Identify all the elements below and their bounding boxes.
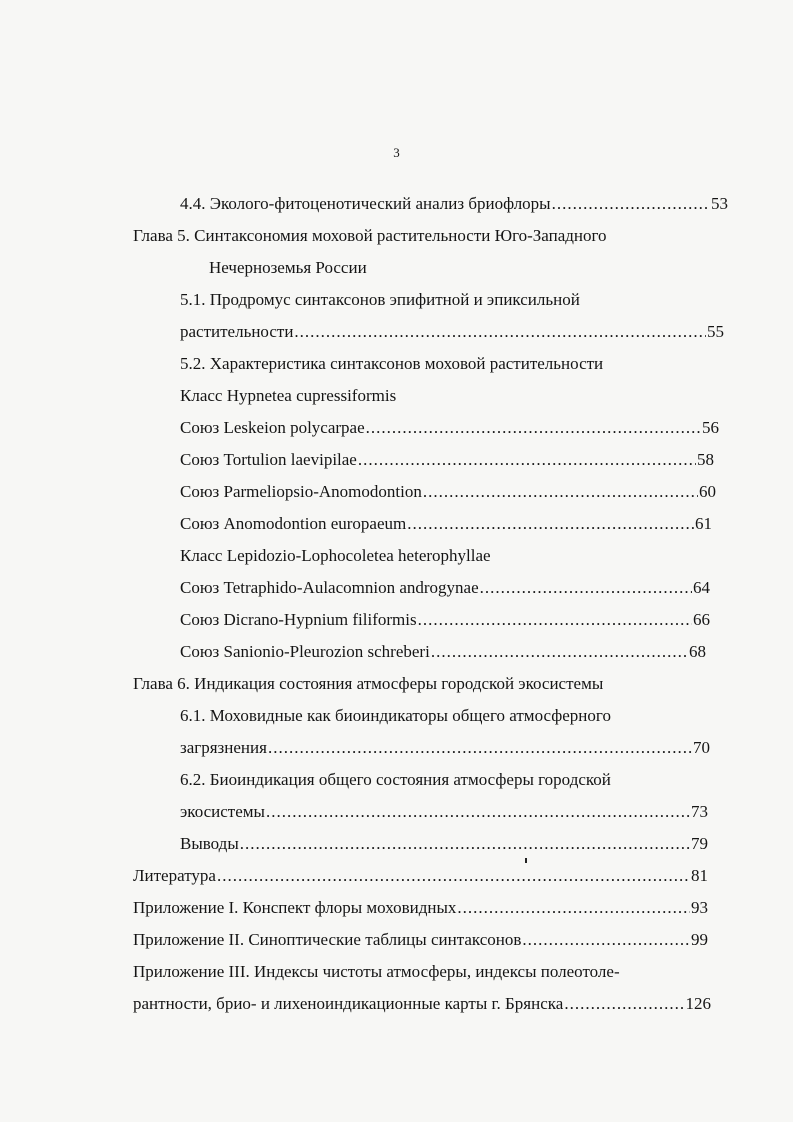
toc-entry-text: Союз Parmeliopsio-Anomodontion bbox=[180, 482, 422, 501]
toc-entry-page: 73 bbox=[691, 802, 708, 821]
toc-entry-text: Приложение II. Синоптические таблицы синтаксонов bbox=[133, 930, 522, 949]
toc-entry-page: 56 bbox=[702, 418, 719, 437]
toc-class: Класс Hypnetea cupressiformis bbox=[180, 386, 397, 405]
toc-dot-leader bbox=[266, 798, 690, 826]
toc-dot-leader bbox=[240, 830, 690, 858]
toc-entry-text: Союз Tetraphido-Aulacomnion androgynae bbox=[180, 578, 479, 597]
toc-entry-text: Союз Leskeion polycarpae bbox=[180, 418, 365, 437]
toc-entry-text: Приложение I. Конспект флоры моховидных bbox=[133, 898, 457, 917]
toc-entry-page: 58 bbox=[697, 450, 714, 469]
toc-dot-leader bbox=[564, 990, 684, 1018]
toc-entry-text: экосистемы bbox=[180, 802, 265, 821]
toc-entry bbox=[180, 830, 708, 858]
toc-dot-leader bbox=[457, 894, 690, 922]
toc-dot-leader bbox=[294, 318, 706, 346]
toc-entry-text: Литература bbox=[133, 866, 216, 885]
toc-entry-page: 66 bbox=[693, 610, 710, 629]
toc-entry bbox=[180, 606, 710, 634]
toc-dot-leader bbox=[358, 446, 696, 474]
page-number: 3 bbox=[393, 145, 400, 160]
toc-dot-leader bbox=[268, 734, 692, 762]
toc-entry-text: 4.4. Эколого-фитоценотический анализ бриофлоры bbox=[180, 194, 551, 213]
toc-dot-leader bbox=[480, 574, 692, 602]
toc-entry-text: Союз Tortulion laevipilae bbox=[180, 450, 357, 469]
toc-dot-leader bbox=[418, 606, 692, 634]
toc-entry bbox=[180, 574, 710, 602]
toc-entry bbox=[180, 478, 716, 506]
toc-entry bbox=[133, 926, 708, 954]
toc-section: 6.1. Моховидные как биоиндикаторы общего атмосферного bbox=[180, 706, 611, 725]
toc-entry-text: растительности bbox=[180, 322, 294, 341]
toc-entry bbox=[133, 990, 711, 1018]
toc-dot-leader bbox=[366, 414, 701, 442]
toc-chapter-continued: Нечерноземья России bbox=[209, 258, 367, 277]
toc-entry bbox=[180, 446, 714, 474]
toc-class: Класс Lepidozio-Lophocoletea heterophyllae bbox=[180, 546, 491, 565]
toc-section: 5.1. Продромус синтаксонов эпифитной и эпиксильной bbox=[180, 290, 580, 309]
toc-entry-text: рантности, брио- и лихеноиндикационные карты г. Брянска bbox=[133, 994, 564, 1013]
toc-entry-page: 55 bbox=[707, 322, 724, 341]
toc-entry bbox=[180, 734, 710, 762]
toc-dot-leader bbox=[217, 862, 690, 890]
toc-appendix: Приложение III. Индексы чистоты атмосферы, индексы полеотоле- bbox=[133, 962, 620, 981]
toc-entry bbox=[180, 190, 728, 218]
toc-entry-page: 81 bbox=[691, 866, 708, 885]
toc-dot-leader bbox=[552, 190, 710, 218]
toc-entry-page: 126 bbox=[685, 994, 711, 1013]
toc-entry-page: 61 bbox=[695, 514, 712, 533]
toc-entry-text: Союз Dicrano-Hypnium filiformis bbox=[180, 610, 417, 629]
toc-dot-leader bbox=[522, 926, 690, 954]
scan-speck bbox=[525, 858, 527, 863]
toc-entry-page: 64 bbox=[693, 578, 710, 597]
toc-entry bbox=[133, 894, 708, 922]
toc-section: 5.2. Характеристика синтаксонов моховой растительности bbox=[180, 354, 604, 373]
toc-dot-leader bbox=[431, 638, 688, 666]
toc-entry-page: 99 bbox=[691, 930, 708, 949]
toc-entry-page: 70 bbox=[693, 738, 710, 757]
toc-entry-text: Союз Sanionio-Pleurozion schreberi bbox=[180, 642, 430, 661]
toc-entry bbox=[180, 318, 724, 346]
toc-entry-page: 53 bbox=[711, 194, 728, 213]
toc-dot-leader bbox=[407, 510, 694, 538]
toc-entry bbox=[180, 638, 706, 666]
toc-entry bbox=[180, 510, 712, 538]
toc-entry bbox=[133, 862, 708, 890]
toc-entry-text: Выводы bbox=[180, 834, 239, 853]
toc-entry bbox=[180, 798, 708, 826]
toc-entry-text: загрязнения bbox=[180, 738, 267, 757]
toc-entry-page: 60 bbox=[699, 482, 716, 501]
toc-entry-page: 93 bbox=[691, 898, 708, 917]
toc-entry-text: Союз Anomodontion europaeum bbox=[180, 514, 407, 533]
toc-entry bbox=[180, 414, 719, 442]
toc-entry-page: 79 bbox=[691, 834, 708, 853]
toc-section: 6.2. Биоиндикация общего состояния атмосферы городской bbox=[180, 770, 611, 789]
toc-chapter: Глава 6. Индикация состояния атмосферы городской экосистемы bbox=[133, 674, 604, 693]
toc-chapter: Глава 5. Синтаксономия моховой растительности Юго-Западного bbox=[133, 226, 607, 245]
toc-entry-page: 68 bbox=[689, 642, 706, 661]
toc-dot-leader bbox=[423, 478, 698, 506]
